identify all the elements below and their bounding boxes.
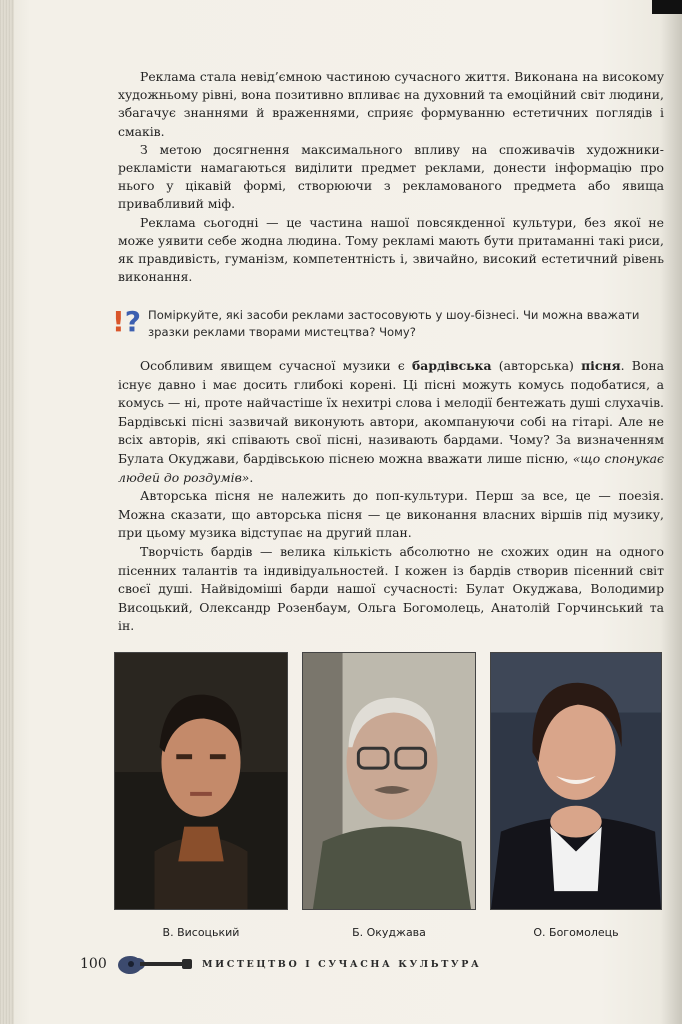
photo-caption: Б. Окуджава (352, 926, 426, 939)
photo-vysotsky (114, 652, 288, 910)
paragraph: Реклама сьогодні — це частина нашої повсякденної культури, без якої не може уявити себе жодна людина. Тому рекламі мають бути притаманні такі риси, як правдивість, гуманізм, компетентність і, звичайно, високий естетичний рівень виконання. (118, 214, 664, 285)
guitar-icon (114, 951, 194, 977)
body-text-part1 (118, 68, 664, 286)
page-edge (0, 0, 14, 1024)
question-box (112, 305, 664, 341)
photo-bohomolets (490, 652, 662, 910)
paragraph: З метою досягнення максимального впливу на споживачів художники-рекламісти намагаються виділити предмет реклами, донести інформацію про нього у цікавій формі, створюючи з рекламованого предмета або явища привабливий міф. (118, 141, 664, 212)
paragraph: Творчість бардів — велика кількість абсолютно не схожих один на одного пісенних талантів та індивідуальностей. І кожен із бардів створив пісенний світ своєї душі. Найвідоміші барди нашої сучасності: Булат Окуджава, Володимир Висоцький, Олександр Розенбаум, Ольга Богомолець, Анатолій Горчинський та ін. (118, 543, 664, 634)
paragraph: Особливим явищем сучасної музики є бардівська (авторська) пісня. Вона існує давно і має досить глибокі корені. Ці пісні можуть комусь подобатися, а комусь — ні, проте найчастіше їх нехитрі слова і мелодії бентежать душі слухачів. Бардівські пісні зазвичай виконують автори, акомпануючи собі на гітарі. Але не всіх авторів, які співають свої пісні, називають бардами. Чому? За визначенням Булата Окуджави, бардівською піснею можна вважати лише пісню, «що спонукає людей до роздумів». (118, 358, 664, 485)
page-footer (80, 950, 640, 978)
photo-caption: О. Богомолець (533, 926, 619, 939)
scan-corner (652, 0, 682, 14)
body-text-part2 (118, 357, 664, 636)
exclamation-question-icon: !? (112, 305, 142, 338)
paragraph: Реклама стала невід’ємною частиною сучасного життя. Виконана на високому художньому рівні, вона позитивно впливає на духовний та емоційний світ людини, збагачує знаннями й враженнями, сприяє формуванню естетичних поглядів і смаків. (118, 69, 664, 139)
paragraph: Авторська пісня не належить до поп-культури. Перш за все, це — поезія. Можна сказати, що авторська пісня — це виконання власних віршів під музику, при цьому музика відступає на другий план. (118, 488, 664, 541)
page-number: 100 (80, 956, 107, 972)
question-text: Поміркуйте, які засоби реклами застосовують у шоу-бізнесі. Чи можна вважати зразки реклами творами мистецтва? Чому? (148, 308, 640, 339)
book-title: МИСТЕЦТВО І СУЧАСНА КУЛЬТУРА (202, 958, 482, 970)
photo-caption: В. Висоцький (162, 926, 240, 939)
photo-okudzhava (302, 652, 476, 910)
